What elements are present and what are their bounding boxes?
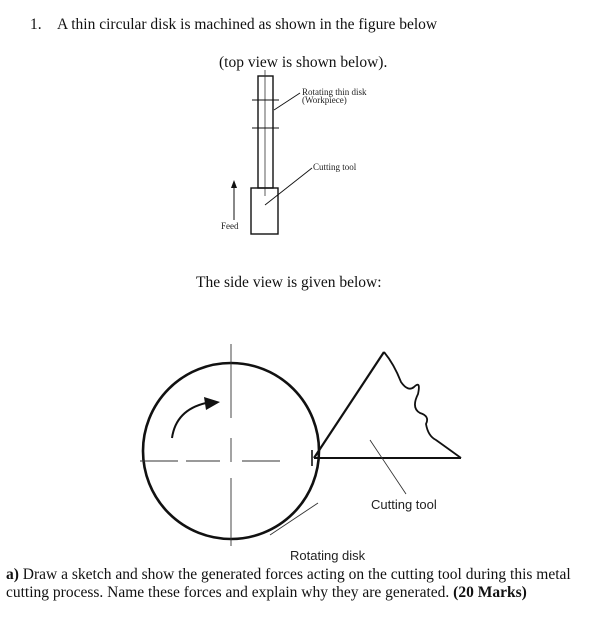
tool-break-line [384,352,461,458]
side-tool-label: Cutting tool [371,497,437,512]
top-view-figure [221,70,367,234]
part-a-label: a) [6,566,19,583]
disk-label: Rotating disk [290,548,366,563]
tool-leader [265,168,312,205]
part-a-marks: (20 Marks) [453,584,527,601]
side-tool-leader [370,440,406,494]
workpiece-label-line1: Rotating thin disk [302,87,367,97]
disk-leader [270,503,318,535]
question-text: A thin circular disk is machined as shown in the figure below [57,16,438,33]
side-view-note: The side view is given below: [196,274,382,291]
top-tool-label: Cutting tool [313,162,357,172]
feed-label: Feed [221,221,239,231]
question-number: 1. [30,16,42,33]
tool-rake-face [314,352,384,458]
top-view-note: (top view is shown below). [219,54,388,71]
side-view-figure [140,344,461,563]
rotation-arrow-head [204,397,220,410]
feed-arrow-head [231,180,237,188]
tool-block [251,188,278,234]
workpiece-leader [274,93,300,110]
part-a-text: Draw a sketch and show the generated forces acting on the cutting tool during this metal cutting process. Name these forces and explain why they are generated. [6,566,571,601]
rotation-arrow-arc [172,403,206,438]
workpiece-label-line2: (Workpiece) [302,95,347,105]
workpiece-rect [258,76,273,188]
part-a [6,566,606,602]
